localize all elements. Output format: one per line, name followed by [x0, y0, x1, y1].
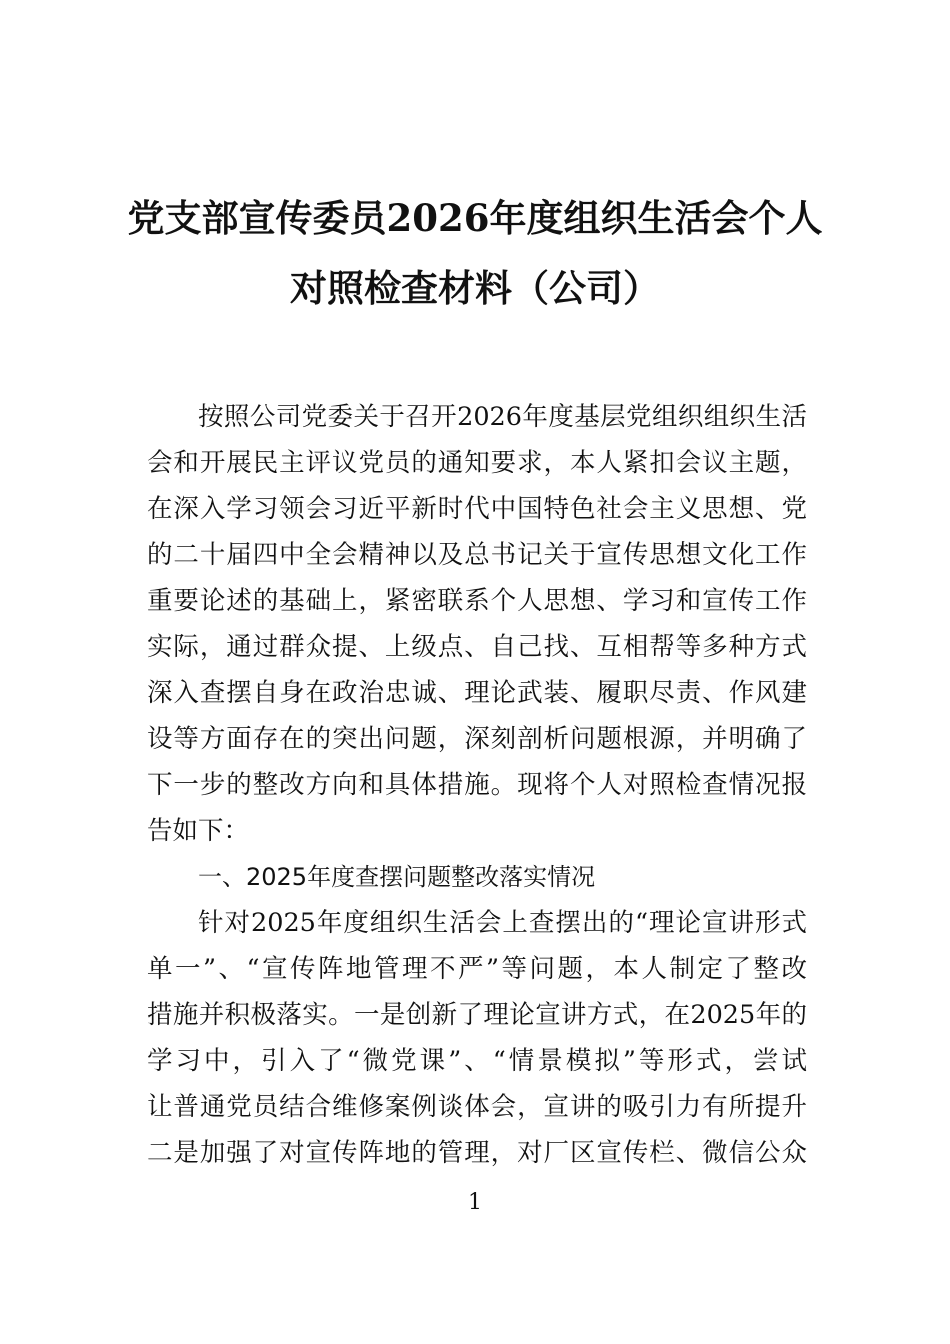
- paragraph-line: 在深入学习领会习近平新时代中国特色社会主义思想、党: [147, 494, 807, 524]
- paragraph-line: 重要论述的基础上，紧密联系个人思想、学习和宣传工作: [147, 586, 807, 616]
- section-heading: 一、2025年度查摆问题整改落实情况: [198, 863, 596, 891]
- paragraph-line: 让普通党员结合维修案例谈体会，宣讲的吸引力有所提升: [147, 1092, 807, 1122]
- paragraph-line: 措施并积极落实。一是创新了理论宣讲方式，在2025年的: [147, 1000, 807, 1030]
- paragraph-line: 下一步的整改方向和具体措施。现将个人对照检查情况报: [147, 770, 807, 800]
- paragraph-line: 二是加强了对宣传阵地的管理，对厂区宣传栏、微信公众: [147, 1138, 807, 1168]
- document-body: [147, 394, 807, 1176]
- paragraph-line: 针对2025年度组织生活会上查摆出的“理论宣讲形式: [198, 908, 807, 938]
- paragraph-line: 按照公司党委关于召开2026年度基层党组织组织生活: [198, 402, 807, 432]
- paragraph-line: 实际，通过群众提、上级点、自己找、互相帮等多种方式: [147, 632, 807, 662]
- page-number: 1: [468, 1190, 482, 1215]
- paragraph-line: 会和开展民主评议党员的通知要求，本人紧扣会议主题，: [147, 448, 807, 478]
- paragraph-line: 的二十届四中全会精神以及总书记关于宣传思想文化工作: [147, 540, 807, 570]
- paragraph-line: 告如下：: [147, 816, 250, 846]
- paragraph-line: 单一”、“宣传阵地管理不严”等问题，本人制定了整改: [147, 954, 807, 984]
- document-title-line-2: 对照检查材料（公司）: [290, 266, 660, 310]
- paragraph-line: 设等方面存在的突出问题，深刻剖析问题根源，并明确了: [147, 724, 807, 754]
- document-title-line-1: 党支部宣传委员2026年度组织生活会个人: [127, 196, 823, 240]
- paragraph-line: 学习中，引入了“微党课”、“情景模拟”等形式，尝试: [147, 1046, 807, 1076]
- paragraph-line: 深入查摆自身在政治忠诚、理论武装、履职尽责、作风建: [147, 678, 807, 708]
